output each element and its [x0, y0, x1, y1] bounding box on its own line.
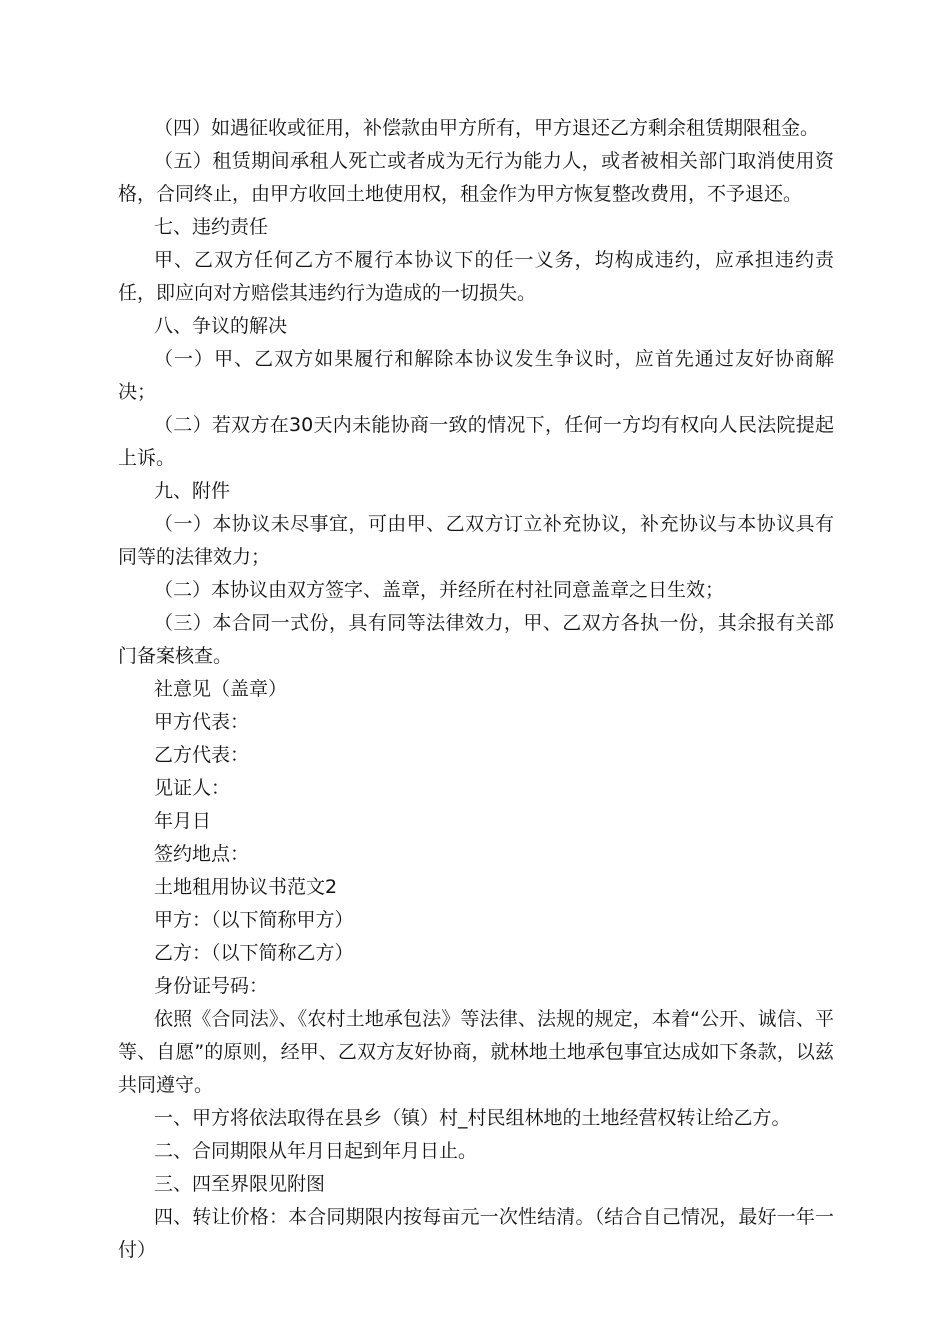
document-body	[118, 112, 834, 1267]
document-title-2: 土地租用协议书范文2	[154, 876, 338, 898]
attachment-clause-3: （三）本合同一式份，具有同等法律效力，甲、乙双方各执一份，其余报有关部门备案核查。	[118, 612, 834, 667]
article-1: 一、甲方将依法取得在县乡（镇）村_村民组林地的土地经营权转让给乙方。	[154, 1107, 791, 1129]
signing-place-line: 签约地点：	[154, 843, 250, 865]
dispute-clause-1: （一）甲、乙双方如果履行和解除本协议发生争议时，应首先通过友好协商解决；	[118, 348, 834, 403]
clause-5-termination: （五）租赁期间承租人死亡或者成为无行为能力人，或者被相关部门取消使用资格，合同终止，由甲方收回土地使用权，租金作为甲方恢复整改费用，不予退还。	[118, 150, 834, 205]
id-number-line: 身份证号码：	[154, 975, 269, 997]
section-heading-dispute: 八、争议的解决	[154, 315, 288, 337]
party-b-line: 乙方：（以下简称乙方）	[154, 942, 354, 964]
breach-clause: 甲、乙双方任何乙方不履行本协议下的任一义务，均构成违约，应承担违约责任，即应向对方赔偿其违约行为造成的一切损失。	[118, 249, 834, 304]
section-heading-attachments: 九、附件	[154, 480, 231, 502]
party-b-representative-line: 乙方代表：	[154, 744, 250, 766]
community-opinion-line: 社意见（盖章）	[154, 678, 288, 700]
witness-line: 见证人：	[154, 777, 231, 799]
attachment-clause-2: （二）本协议由双方签字、盖章，并经所在村社同意盖章之日生效；	[154, 579, 725, 601]
attachment-clause-1: （一）本协议未尽事宜，可由甲、乙双方订立补充协议，补充协议与本协议具有同等的法律效力；	[118, 513, 834, 568]
article-3: 三、四至界限见附图	[154, 1173, 326, 1195]
party-a-representative-line: 甲方代表：	[154, 711, 250, 733]
date-line: 年月日	[154, 810, 212, 832]
article-2: 二、合同期限从年月日起到年月日止。	[154, 1140, 478, 1162]
clause-4-expropriation: （四）如遇征收或征用，补偿款由甲方所有，甲方退还乙方剩余租赁期限租金。	[154, 117, 820, 139]
section-heading-breach: 七、违约责任	[154, 216, 269, 238]
article-4: 四、转让价格：本合同期限内按每亩元一次性结清。（结合自己情况，最好一年一付）	[118, 1206, 834, 1261]
party-a-line: 甲方：（以下简称甲方）	[154, 909, 354, 931]
dispute-clause-2: （二）若双方在30天内未能协商一致的情况下，任何一方均有权向人民法院提起上诉。	[118, 414, 834, 469]
preamble-paragraph: 依照《合同法》、《农村土地承包法》等法律、法规的规定，本着“公开、诚信、平等、自愿”的原则，经甲、乙双方友好协商，就林地土地承包事宜达成如下条款，以兹共同遵守。	[118, 1008, 834, 1096]
